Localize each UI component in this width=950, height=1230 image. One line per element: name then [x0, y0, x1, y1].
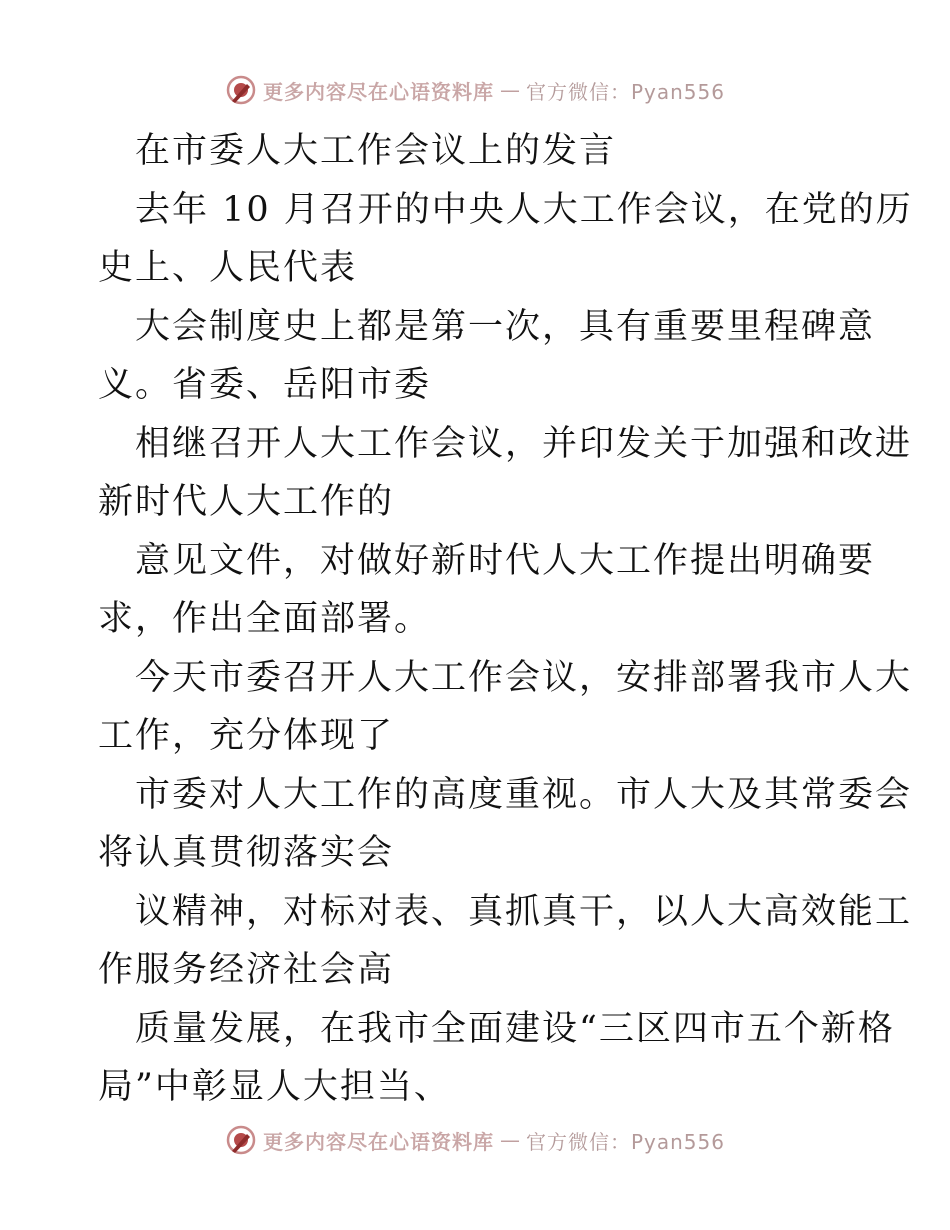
document-body [98, 122, 913, 1117]
paragraph-line: 局”中彰显人大担当、 [98, 1067, 451, 1107]
paragraph-line: 今天市委召开人大工作会议，安排部署我市人大 [135, 657, 913, 698]
watermark-separator: — [499, 1128, 520, 1152]
watermark-separator: — [499, 78, 520, 102]
paragraph-line: 史上、人民代表 [98, 248, 358, 288]
paragraph-line: 新时代人大工作的 [98, 482, 395, 522]
paragraph-line: 求，作出全面部署。 [98, 599, 432, 639]
paragraph-line: 议精神，对标对表、真抓真干，以人大高效能工 [135, 891, 913, 932]
watermark-contact: 官方微信：Pyan556 [525, 79, 725, 104]
document-title: 在市委人大工作会议上的发言 [135, 131, 617, 171]
paragraph-line: 去年 10 月召开的中央人大工作会议，在党的历 [135, 189, 913, 230]
paragraph-line: 工作，充分体现了 [98, 716, 395, 756]
watermark-contact: 官方微信：Pyan556 [525, 1129, 725, 1154]
watermark-brand: 更多内容尽在心语资料库 [262, 79, 494, 104]
watermark-brand: 更多内容尽在心语资料库 [262, 1129, 494, 1154]
pen-circle-icon [225, 1124, 257, 1156]
paragraph-line: 市委对人大工作的高度重视。市人大及其常委会 [135, 774, 913, 815]
paragraph-line: 质量发展，在我市全面建设“三区四市五个新格 [135, 1008, 895, 1049]
paragraph-line: 将认真贯彻落实会 [98, 833, 395, 873]
paragraph-line: 义。省委、岳阳市委 [98, 365, 432, 405]
paragraph-line: 作服务经济社会高 [98, 950, 395, 990]
paragraph-line: 相继召开人大工作会议，并印发关于加强和改进 [135, 423, 913, 464]
header-watermark [0, 72, 950, 108]
footer-watermark [0, 1122, 950, 1158]
paragraph-line: 大会制度史上都是第一次，具有重要里程碑意 [135, 306, 876, 347]
pen-circle-icon [225, 74, 257, 106]
paragraph-line: 意见文件，对做好新时代人大工作提出明确要 [135, 540, 876, 581]
